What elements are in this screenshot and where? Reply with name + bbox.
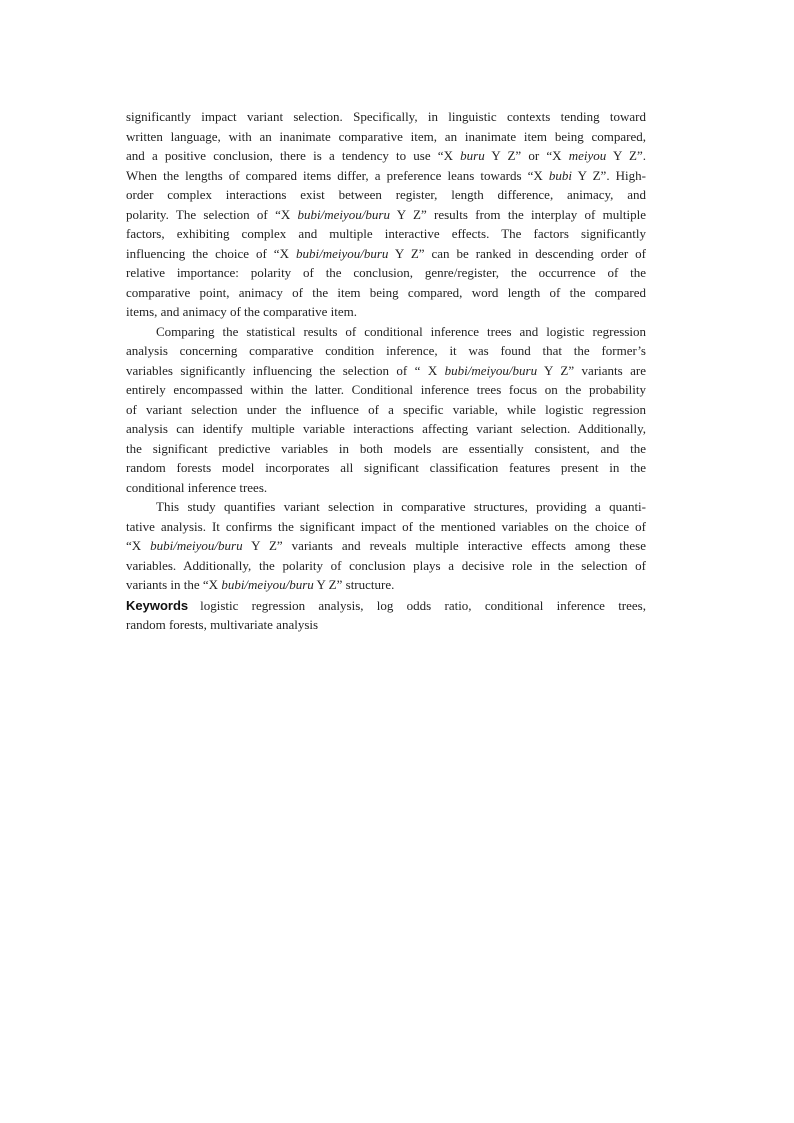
text-line [126, 596, 646, 616]
text-line [126, 166, 646, 186]
text-segment: When the lengths of compared items differ, a preference leans towards “X [126, 167, 549, 183]
italic-term: bubi/meiyou/buru [444, 362, 538, 378]
text-segment: analysis concerning comparative condition inference, it was found that the former’s [126, 343, 646, 358]
text-segment: tative analysis. It confirms the significant impact of the mentioned variables on the choice of [126, 518, 646, 534]
text-line [126, 361, 646, 381]
text-line [126, 380, 646, 400]
text-segment: comparative point, animacy of the item being compared, word length of the compared [126, 284, 646, 300]
keywords-block [126, 596, 646, 635]
italic-term: buru [460, 148, 485, 163]
text-line [126, 341, 646, 361]
text-segment: factors, exhibiting complex and multiple interactive effects. The factors significantly [126, 226, 646, 241]
abstract-body [126, 107, 646, 635]
text-line [126, 127, 646, 147]
italic-term: bubi/meiyou/buru [295, 245, 389, 261]
text-segment: of variant selection under the influence of a specific variable, while logistic regression [126, 401, 646, 417]
keywords-text: random forests, multivariate analysis [126, 617, 319, 632]
text-line [126, 146, 646, 166]
text-line [126, 556, 646, 576]
paragraph-conclusion [126, 497, 646, 595]
text-line [126, 458, 646, 478]
italic-term: bubi/meiyou/buru [150, 538, 243, 553]
text-segment: Y Z”. High- [572, 167, 647, 183]
italic-term: meiyou [568, 148, 607, 163]
text-segment: written language, with an inanimate comparative item, an inanimate item being compared, [126, 128, 646, 144]
text-segment: conditional inference trees. [126, 479, 268, 495]
text-line [126, 517, 646, 537]
text-segment: order complex interactions exist between register, length difference, animacy, and [126, 187, 646, 202]
text-segment: items, and animacy of the comparative item. [126, 304, 358, 319]
text-line [126, 205, 646, 225]
text-line [126, 439, 646, 459]
text-segment: “X [126, 538, 151, 553]
text-segment: Y Z” variants and reveals multiple interactive effects among these [242, 538, 646, 553]
text-segment: Comparing the statistical results of conditional inference trees and logistic regression [156, 323, 646, 339]
text-segment: Y Z” variants are [537, 362, 647, 378]
text-line [126, 575, 646, 595]
text-line [126, 244, 646, 264]
text-segment: polarity. The selection of “X [126, 206, 298, 222]
text-segment: Y Z” can be ranked in descending order of [388, 245, 646, 261]
text-line [126, 263, 646, 283]
text-segment: This study quantifies variant selection in comparative structures, providing a quanti- [156, 499, 646, 514]
text-line [126, 400, 646, 420]
text-line [126, 615, 646, 635]
text-segment: significantly impact variant selection. Specifically, in linguistic contexts tending toward [126, 109, 646, 124]
text-line [126, 419, 646, 439]
text-line [126, 283, 646, 303]
paragraph-model-comparison [126, 322, 646, 498]
keywords-label: Keywords [126, 597, 189, 613]
text-segment: and a positive conclusion, there is a tendency to use “X [126, 148, 461, 163]
italic-term: bubi [548, 167, 572, 183]
text-segment: the significant predictive variables in both models are essentially consistent, and the [126, 440, 646, 456]
text-line [126, 185, 646, 205]
text-line [126, 224, 646, 244]
text-segment: random forests model incorporates all significant classification features present in the [126, 460, 646, 475]
text-line [126, 536, 646, 556]
text-segment: influencing the choice of “X [126, 245, 296, 261]
text-segment: Y Z”. [606, 148, 646, 163]
text-segment: variables significantly influencing the selection of “ X [126, 362, 445, 378]
text-line [126, 107, 646, 127]
text-segment: variables. Additionally, the polarity of conclusion plays a decisive role in the selection of [126, 557, 646, 573]
text-segment: Y Z” or “X [484, 148, 569, 163]
text-segment: entirely encompassed within the latter. Conditional inference trees focus on the probability [126, 382, 646, 397]
text-line [126, 322, 646, 342]
italic-term: bubi/meiyou/buru [221, 577, 314, 592]
keywords-text: logistic regression analysis, log odds ratio, conditional inference trees, [200, 597, 646, 613]
text-segment: Y Z” results from the interplay of multiple [389, 206, 646, 222]
text-segment: Y Z” structure. [313, 577, 395, 592]
paragraph-continuation [126, 107, 646, 322]
text-segment: analysis can identify multiple variable interactions affecting variant selection. Additionally, [126, 421, 646, 436]
text-line [126, 302, 646, 322]
text-segment: relative importance: polarity of the conclusion, genre/register, the occurrence of the [126, 265, 646, 280]
text-line [126, 497, 646, 517]
text-line [126, 478, 646, 498]
text-segment: variants in the “X [126, 577, 222, 592]
italic-term: bubi/meiyou/buru [297, 206, 390, 222]
